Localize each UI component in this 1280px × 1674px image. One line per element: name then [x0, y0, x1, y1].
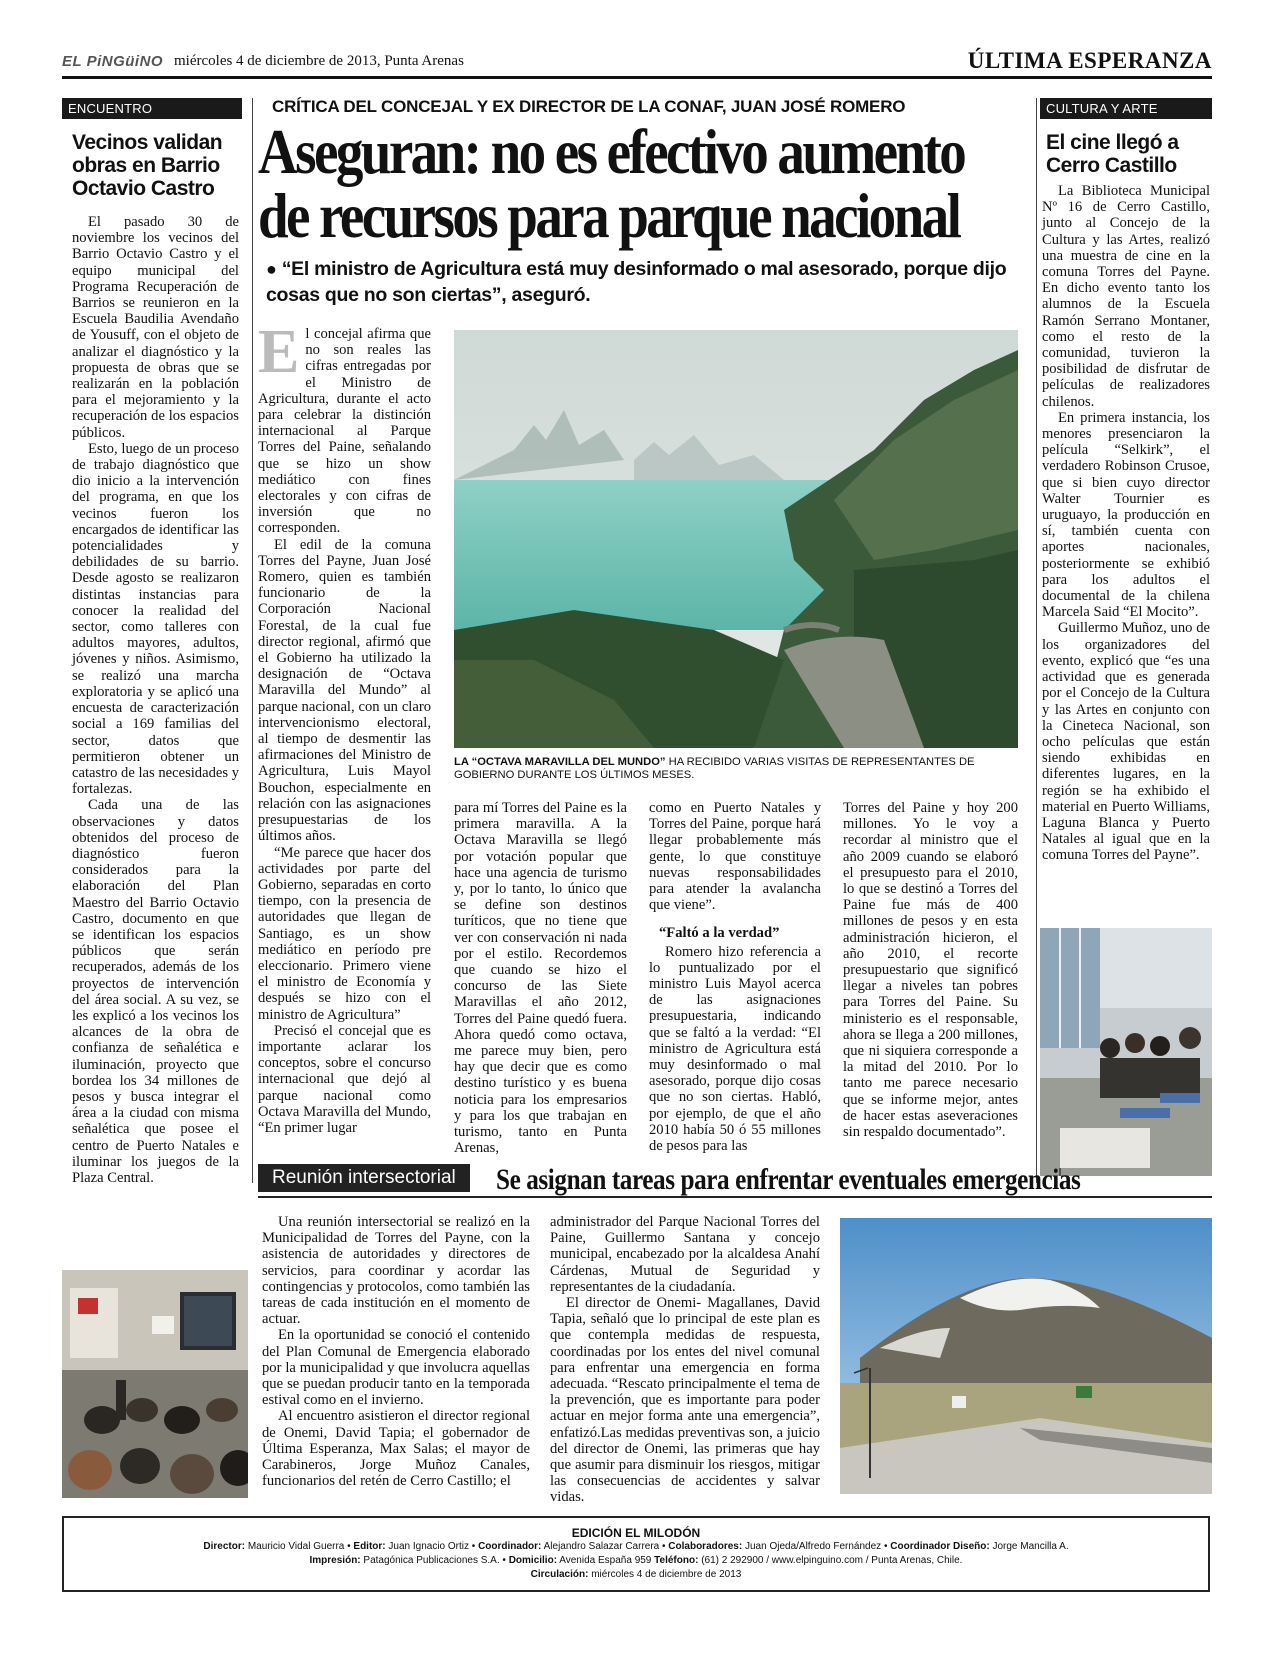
paragraph: Al encuentro asistieron el director regional de Onemi, David Tapia; el gobernador de Última Esperanza, Max Salas; el mayor de Carabineros, Jorge Muñoz Canales, funcionarios del retén de Cerro Castillo; el	[262, 1408, 530, 1490]
main-column-1	[258, 318, 431, 1136]
headline-line-1: Aseguran: no es efectivo aumento	[258, 116, 965, 187]
dateline: miércoles 4 de diciembre de 2013, Punta Arenas	[174, 53, 464, 69]
credit-value: Avenida España 959	[557, 1555, 655, 1566]
credit-value: Jorge Mancilla A.	[989, 1541, 1069, 1552]
paragraph: Torres del Paine y hoy 200 millones. Yo le voy a recordar al ministro que el año 2009 cuando se elaboró el presupuesto para el 2010, lo que se destinó a Torres del Paine fue más de 400 millones de pesos y en esta administración hicieron, el año 2010, el recorte presupuestario que significó llegar a niveles tan pobres para Torres del Paine. Su ministerio es el responsable, ahora se llega a 200 millones, que ni siquiera corresponde a la mitad del 2010. Por lo tanto me parece necesario que se informe mejor, antes de hacer estas aseveraciones sin respaldo documentado”.	[843, 800, 1018, 1141]
credit-value: miércoles 4 de diciembre de 2013	[588, 1569, 742, 1580]
main-deck	[266, 256, 1016, 308]
paper-logo: EL PiNGüiNO	[62, 53, 164, 70]
credit-label: Circulación:	[530, 1569, 589, 1580]
right-headline: El cine llegó a Cerro Castillo	[1046, 131, 1179, 177]
paragraph: El edil de la comuna Torres del Payne, Juan José Romero, quien es también funcionario de la Corporación Nacional Forestal, de la cual fue director regional, afirmó que el Gobierno ha utilizado la designación de “Octava Maravilla del Mundo” al parque nacional, con un claro intervencionismo electoral, al tiempo de desmentir las afirmaciones del Ministro de Agricultura, Luis Mayol Bouchon, especialmente en relación con las asignaciones presupuestarias de los últimos años.	[258, 536, 431, 845]
main-kicker: CRÍTICA DEL CONCEJAL Y EX DIRECTOR DE LA CONAF, JUAN JOSÉ ROMERO	[272, 97, 906, 116]
main-headline	[258, 116, 965, 251]
column-rule-left	[252, 98, 253, 1183]
section-tag-encuentro: ENCUENTRO	[62, 98, 242, 119]
credits-line-3	[64, 1568, 1208, 1582]
credits-box	[62, 1516, 1210, 1592]
bottom-rule	[258, 1196, 1212, 1198]
paragraph: Esto, luego de un proceso de trabajo diagnóstico que dio inicio a la intervención del programa, en que los vecinos fueron los encargados de identificar las potencialidades y debilidades de su barrio. Desde agosto se realizaron distintas instancias para conocer la realidad del sector, como talleres con adultos mayores, adultos, jóvenes y niños. Asimismo, se realizó una marcha exploratoria y se aplicó una encuesta de caracterización social a 169 familias del sector, datos que permitieron obtener un catastro de las necesidades y fortalezas.	[72, 440, 239, 798]
credit-value: (61) 2 292900 / www.elpinguino.com / Punta Arenas, Chile.	[698, 1555, 963, 1566]
credit-label: Coordinador Diseño:	[890, 1541, 990, 1552]
main-column-2	[454, 800, 627, 1156]
bottom-column-1	[262, 1214, 530, 1489]
masthead-rule	[62, 76, 1212, 79]
masthead	[62, 48, 1212, 74]
paragraph: La Biblioteca Municipal Nº 16 de Cerro Castillo, junto al Concejo de la Cultura y las Artes, realizó una muestra de cine en la comuna Torres del Payne. En dicho evento tanto los alumnos de la Escuela Ramón Serrano Montaner, como el resto de la comunidad, tuvieron la posibilidad de disfrutar de películas de realizadores chilenos.	[1042, 183, 1210, 410]
classroom-illustration	[1040, 928, 1212, 1176]
paragraph: En primera instancia, los menores presenciaron la película “Selkirk”, el verdadero Robinson Crusoe, que si bien cuyo director Walter Tournier es uruguayo, la producción en sí, también cuenta con aportes nacionales, posteriormente se exhibió para los adultos el documental de la chilena Marcela Said “El Mocito”.	[1042, 409, 1210, 621]
credit-label: Director:	[203, 1541, 246, 1552]
credit-value: Juan Ojeda/Alfredo Fernández •	[742, 1541, 891, 1552]
credits-line-2	[64, 1554, 1208, 1568]
main-column-3	[649, 800, 821, 1154]
bullet-icon: ●	[266, 259, 277, 279]
credit-label: Teléfono:	[654, 1555, 699, 1566]
bottom-mountain-photo	[840, 1218, 1212, 1494]
credit-label: Editor:	[353, 1541, 386, 1552]
credit-value: Mauricio Vidal Guerra •	[245, 1541, 354, 1552]
photo-caption	[454, 756, 1020, 782]
main-column-4	[843, 800, 1018, 1140]
paragraph: l concejal afirma que no son reales las cifras entregadas por el Ministro de Agricultura, durante el acto para celebrar la distinción internacional al Parque Torres del Paine, señalando que se hizo un show mediático con fines electorales y con cifras de inversión que no corresponden.	[258, 326, 431, 537]
paragraph: para mí Torres del Paine es la primera maravilla. A la Octava Maravilla se llegó por votación popular que hace una agencia de turismo y, por lo tanto, lo único que se define son destinos turíticos, que no tiene que ver con conservación ni nada por el estilo. Recordemos que cuando se hizo el concurso de las Siete Maravillas el año 2012, Torres del Paine quedó fuera. Ahora quedó como octava, me parece muy bien, pero hay que decir que es como destino turístico y es buena noticia para los empresarios y para los que trabajan en turismo, tanto en Punta Arenas,	[454, 800, 627, 1157]
left-meeting-photo	[62, 1270, 248, 1498]
paragraph: El director de Onemi- Magallanes, David Tapia, señaló que lo principal de este plan es que contempla medidas de respuesta, coordinadas por los entes del nivel comunal para enfrentar una emergencia en forma adecuada. “Rescato principalmente el tema de la prevención, que es importante para poder actuar en mejor forma ante una emergencia”, enfatizó.Las medidas preventivas son, a juicio del director de Onemi, las primeras que hay que asumir para disminuir los riesgos, mitigar las consecuencias de accidentes y salvar vidas.	[550, 1295, 820, 1506]
paragraph: En la oportunidad se conoció el contenido del Plan Comunal de Emergencia elaborado por la municipalidad y que involucra aquellas que se puedan producir tanto en la temporada estival como en el invierno.	[262, 1327, 530, 1409]
section-tag-cultura: CULTURA Y ARTE	[1040, 98, 1212, 119]
deck-text: “El ministro de Agricultura está muy desinformado o mal asesorado, porque dijo cosas que no son ciertas”, aseguró.	[266, 258, 1007, 306]
left-column	[62, 98, 242, 1288]
credit-label: Coordinador:	[478, 1541, 542, 1552]
paragraph: “Me parece que hacer dos actividades por parte del Gobierno, separadas en corto tiempo, con la presencia de autoridades que llegan de Santiago, es un show mediático en período pre eleccionario. Primero viene el ministro de Economía y después se hizo con el ministro de Agricultura”	[258, 844, 431, 1023]
right-classroom-photo	[1040, 928, 1212, 1176]
meeting-photo-illustration	[62, 1270, 248, 1498]
mountain-road-illustration	[840, 1218, 1212, 1494]
paragraph: Romero hizo referencia a lo puntualizado por el ministro Luis Mayol acerca de las asignaciones presupuestaria, indicando que se faltó a la verdad: “El ministro de Agricultura está muy desinformado o mal asesorado, porque dijo cosas que no son ciertas. Habló, por ejemplo, de que el año 2010 había 50 ó 55 millones de pesos para las	[649, 943, 821, 1155]
main-landscape-photo	[454, 330, 1018, 748]
credit-label: Colaboradores:	[668, 1541, 743, 1552]
paragraph: Precisó el concejal que es importante aclarar los conceptos, sobre el concurso internacional que dejó al parque nacional como Octava Maravilla del Mundo, “En primer lugar	[258, 1022, 431, 1136]
right-article-body	[1042, 183, 1210, 864]
credit-value: Alejandro Salazar Carrera •	[541, 1541, 669, 1552]
credit-label: Domicilio:	[508, 1555, 558, 1566]
lake-landscape-illustration	[454, 330, 1018, 748]
caption-bold: LA “OCTAVA MARAVILLA DEL MUNDO”	[454, 756, 666, 768]
credit-label: Impresión:	[309, 1555, 361, 1566]
paragraph: Cada una de las observaciones y datos obtenidos del proceso de diagnóstico fueron considerados para la elaboración del Plan Maestro del Barrio Octavio Castro, documento en que se identifican los espacios públicos que serán recuperados, además de los proyectos de intervención del área social. A su vez, se les explicó a los vecinos los alcances de la obra de confianza de señalética e iluminación, proyecto que bordea los 34 millones de pesos y busca integrar el área a la ciudad con misma señalética que posee el centro de Puerto Natales e iluminar los juegos de la Plaza Central.	[72, 797, 239, 1186]
headline-line-2: de recursos para parque nacional	[258, 180, 960, 251]
credit-value: Patagónica Publicaciones S.A. •	[360, 1555, 509, 1566]
left-article-body	[72, 214, 239, 1186]
paragraph: administrador del Parque Nacional Torres del Paine, Guillermo Santana y concejo municipal, encabezado por la alcaldesa Anahí Cárdenas, Mutual de Seguridad y representantes de la ciudadanía.	[550, 1214, 820, 1295]
credits-line-1	[64, 1540, 1208, 1554]
bottom-headline: Se asignan tareas para enfrentar eventuales emergencias	[496, 1163, 1081, 1196]
paragraph: Una reunión intersectorial se realizó en la Municipalidad de Torres del Payne, con la asistencia de autoridades y directores de servicios, para coordinar y acordar las contingencias y protocolos, como también las tareas de cada institución en el momento de actuar.	[262, 1214, 530, 1328]
bottom-section-tag: Reunión intersectorial	[272, 1167, 456, 1188]
paragraph: Guillermo Muñoz, uno de los organizadores del evento, explicó que “es una actividad que es generada por el Concejo de la Cultura y las Artes en conjunto con la Cineteca Nacional, son ocho películas que están siendo exhibidas en diferentes lugares, en la región se ha exhibido el material en Puerto Williams, Laguna Blanca y Puerto Natales al igual que en la comuna Torres del Payne”.	[1042, 620, 1210, 864]
left-headline: Vecinos validan obras en Barrio Octavio Castro	[72, 131, 223, 200]
caption-text: HA RECIBIDO VARIAS VISITAS DE REPRESENTANTES DE GOBIERNO DURANTE LOS ÚLTIMOS MESES.	[454, 756, 975, 781]
column-rule-right	[1036, 98, 1037, 1183]
credit-value: Juan Ignacio Ortiz •	[385, 1541, 479, 1552]
bottom-column-2	[550, 1214, 820, 1506]
paragraph: como en Puerto Natales y Torres del Paine, porque hará llegar probablemente más gente, lo que constituye nuevas responsabilidades para atender la avalancha que viene”.	[649, 800, 821, 914]
section-title: ÚLTIMA ESPERANZA	[967, 48, 1212, 73]
right-column	[1040, 98, 1212, 864]
bottom-tag-box	[258, 1164, 470, 1192]
credits-title: EDICIÓN EL MILODÓN	[571, 1526, 701, 1540]
drop-cap: E	[258, 318, 300, 386]
subhead-falto: “Faltó a la verdad”	[659, 925, 780, 942]
paragraph: El pasado 30 de noviembre los vecinos del Barrio Octavio Castro y el equipo municipal del Programa Recuperación de Barrios se reunieron en la Escuela Baudilia Avendaño de Yousuff, con el objeto de analizar el diagnóstico y la propuesta de obras que se realizarán en la población para el mejoramiento y la recuperación de los espacios públicos.	[72, 214, 239, 441]
